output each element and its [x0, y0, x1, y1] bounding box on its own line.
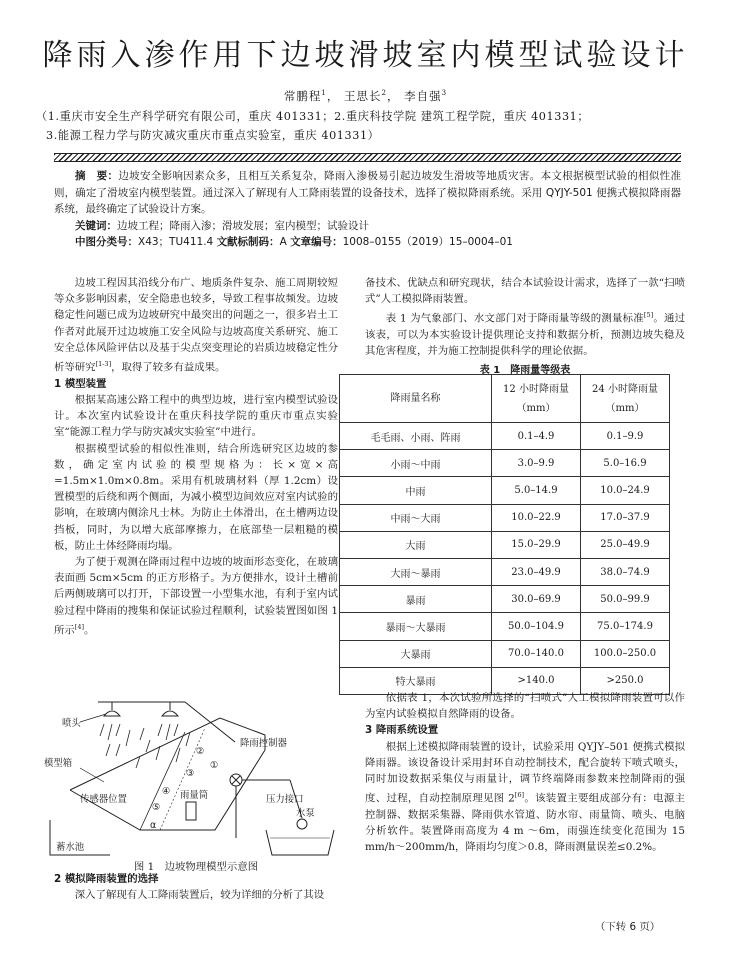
- section-1-paragraph-1: 根据某高速公路工程中的典型边坡，进行室内模型试验设计。本次室内试验设计在重庆科技学院的重庆市重点实验室“能源工程力学与防灾减灾实验室”中进行。: [54, 393, 338, 439]
- affiliation-line-2: 3.能源工程力学与防灾减灾重庆市重点实验室，重庆 401331）: [46, 129, 380, 142]
- after-table-paragraph: 依据表 1，本次试验所选择的“扫喷式”人工模拟降雨装置可以作为室内试验模拟自然降雨的设备。: [365, 692, 685, 721]
- table-cell: 10.0–24.9: [581, 477, 670, 504]
- author-sup: 2: [381, 89, 387, 98]
- table-cell: 70.0–140.0: [492, 640, 581, 667]
- citation: [4]: [74, 622, 84, 631]
- abstract-block: [54, 168, 681, 251]
- table-cell: 大雨～暴雨: [340, 558, 492, 585]
- section-3-text-end: 。该装置主要组成部分有：电源主控制器、数据采集器、降雨供水管道、防水帘、雨量筒、喷头、电脑分析软件。装置降雨高度为 4 m ～6m，雨强连续变化范围为 15 mm/h～200mm/h，降雨均匀度＞0.8，降雨测量误差≤0.2%。: [365, 792, 685, 854]
- label-nozzle: 喷头: [62, 718, 81, 729]
- hatched-divider: [54, 153, 681, 162]
- table-cell: >250.0: [581, 667, 670, 694]
- table-intro-paragraph: [365, 307, 685, 359]
- section-1-paragraph-3-text: 为了便于观测在降雨过程中边坡的坡面形态变化，在玻璃表面画 5cm×5cm 的正方形格子。为方便排水，设计土槽前后两侧玻璃可以打开，下部设置一小型集水池，有利于室内试验过程中降雨的搜集和保证试验过程顺利，试验装置图如图 1 所示: [54, 555, 338, 637]
- section-1-paragraph-3: [54, 554, 338, 638]
- water-tank-icon: [266, 830, 334, 855]
- citation: [1-3]: [95, 360, 112, 369]
- section-1-heading: 1 模型装置: [54, 377, 107, 390]
- keywords-label: 关键词：: [75, 219, 117, 232]
- article-no-text: 1008–0155（2019）15–0004–01: [342, 236, 513, 248]
- label-rain-gauge: 雨量筒: [180, 790, 209, 801]
- marker: ②: [196, 746, 205, 757]
- abstract: [54, 168, 681, 218]
- classification-line: [54, 234, 681, 251]
- table-header-row: [340, 375, 670, 423]
- table-cell: 25.0–49.9: [581, 531, 670, 558]
- slope-face: [140, 732, 185, 830]
- table-body: [340, 423, 670, 695]
- table-cell: >140.0: [492, 667, 581, 694]
- right-column-top: [365, 275, 685, 359]
- section-2-heading: 2 模拟降雨装置的选择: [54, 873, 159, 885]
- table-row: [340, 477, 670, 504]
- author-sup: 1: [321, 89, 327, 98]
- table-cell: 小雨～中雨: [340, 450, 492, 477]
- continued-note: （下转 6 页）: [595, 921, 661, 933]
- table-cell: 暴雨～大暴雨: [340, 613, 492, 640]
- intro-text-end: ，取得了较多有益成果。: [111, 361, 226, 374]
- marker: ④: [162, 786, 171, 797]
- table-cell: 3.0–9.9: [492, 450, 581, 477]
- table-cell: 特大暴雨: [340, 667, 492, 694]
- table-cell: 30.0–69.9: [492, 586, 581, 613]
- table-cell: 中雨～大雨: [340, 504, 492, 531]
- table-cell: 大雨: [340, 531, 492, 558]
- table-cell: 毛毛雨、小雨、阵雨: [340, 423, 492, 450]
- table-cell: 75.0–174.9: [581, 613, 670, 640]
- clc-label: 中图分类号：: [75, 236, 138, 248]
- table-cell: 0.1–9.9: [581, 423, 670, 450]
- author-name: 王思长: [344, 89, 382, 103]
- rain-arrows: [100, 724, 190, 768]
- affiliation-line-1: （1.重庆市安全生产科学研究有限公司，重庆 401331；2.重庆科技学院 建筑工程学院，重庆 401331；: [36, 110, 590, 123]
- label-controller: 降雨控制器: [240, 738, 287, 749]
- table-cell: 100.0–250.0: [581, 640, 670, 667]
- left-column: [54, 275, 338, 638]
- table-cell: 0.1–4.9: [492, 423, 581, 450]
- keywords-text: 边坡工程；降雨入渗；滑坡发展；室内模型；试验设计: [117, 219, 369, 232]
- column-header: 24 小时降雨量（mm）: [581, 375, 670, 423]
- author-name: 李自强: [404, 89, 442, 103]
- marker: ③: [186, 768, 195, 779]
- rain-gauge-icon: [186, 802, 196, 820]
- column-header: 12 小时降雨量（mm）: [492, 375, 581, 423]
- author-sep: ，: [326, 89, 340, 103]
- doc-code-label: 文献标制码：: [216, 236, 280, 248]
- figure-1-caption: 图 1 边坡物理模型示意图: [133, 861, 259, 873]
- table-cell: 23.0–49.9: [492, 558, 581, 585]
- table-cell: 17.0–37.9: [581, 504, 670, 531]
- label-pump: 水泵: [296, 808, 315, 819]
- left-column-bottom: [54, 871, 338, 903]
- label-model-box: 模型箱: [44, 758, 73, 769]
- table-row: [340, 640, 670, 667]
- citation: [5]: [643, 311, 654, 320]
- supply-pipe: [185, 702, 235, 742]
- keywords: [54, 218, 681, 235]
- label-pool: 蓄水池: [56, 842, 85, 853]
- article-no-label: 文章编号：: [290, 236, 343, 248]
- marker: ⑤: [152, 802, 161, 813]
- table-cell: 5.0–14.9: [492, 477, 581, 504]
- table-cell: 38.0–74.9: [581, 558, 670, 585]
- figure-1-slope-model: [40, 690, 340, 860]
- section-1-paragraph-2: 根据模型试验的相似性准则，结合所选研究区边坡的参数，确定室内试验的模型规格为：长×宽×高=1.5m×1.0m×0.8m。采用有机玻璃材料（厚 1.2cm）设置模型的后绕和两个侧面，为减小模型边间效应对室内试验的影响，在玻璃内侧涂凡士林。为防止土体滑出，在土槽两边设挡板，同时，为以增大底部摩擦力，在底部垫一层粗糙的模板，防止土体经降雨均塌。: [54, 442, 338, 552]
- marker: ①: [210, 760, 219, 771]
- table-cell: 大暴雨: [340, 640, 492, 667]
- rainfall-grade-table: [339, 374, 670, 695]
- table-cell: 50.0–104.9: [492, 613, 581, 640]
- table-row: [340, 423, 670, 450]
- table-cell: 15.0–29.9: [492, 531, 581, 558]
- label-sensor: 传感器位置: [80, 794, 127, 805]
- table-row: [340, 531, 670, 558]
- table-row: [340, 450, 670, 477]
- table-row: [340, 504, 670, 531]
- alpha-label: α: [150, 820, 157, 831]
- section-3-text: 根据上述模拟降雨装置的设计，试验采用 QYJY–501 便携式模拟降雨器。该设备设计采用封环自动控制技术，配合旋转下喷式喷头，同时加设数据采集仪与雨量计，调节终端降雨参数来控制降雨的强度、过程，自动控制原理见图 2: [365, 740, 685, 805]
- nozzle-icon: [104, 702, 120, 716]
- table-row: [340, 558, 670, 585]
- label-pressure-port: 压力接口: [266, 794, 304, 805]
- abstract-label: 摘 要：: [75, 170, 119, 182]
- clc-text: X43；TU411.4: [138, 236, 214, 248]
- citation: [6]: [514, 791, 524, 800]
- table-cell: 5.0–16.9: [581, 450, 670, 477]
- table-cell: 中雨: [340, 477, 492, 504]
- doc-code-text: A: [279, 236, 287, 248]
- author-name: 常鹏程: [283, 89, 322, 103]
- author-sep: ，: [386, 89, 400, 103]
- continued-paragraph: 备技术、优缺点和研究现状，结合本试验设计需求，选择了一款“扫喷式”人工模拟降雨装置。: [365, 277, 685, 306]
- author-sup: 3: [441, 89, 448, 98]
- table-1-caption: 表 1 降雨量等级表: [479, 365, 571, 376]
- abstract-text: 边坡安全影响因素众多，且相互关系复杂，降雨入渗极易引起边坡发生滑坡等地质灾害。本文根据模型试验的相似性准则，确定了滑坡室内模型装置。通过深入了解现有人工降雨装置的设备技术，选择了模拟降雨系统。采用 QYJY-501 便携式模拟降雨器系统，最终确定了试验设计方案。: [54, 170, 682, 215]
- table-intro-text: 表 1 为气象部门、水文部门对于降雨量等级的测量标准: [385, 312, 644, 325]
- table-row: [340, 613, 670, 640]
- paper-title: 降雨入渗作用下边坡滑坡室内模型试验设计: [42, 38, 689, 73]
- author-line: [0, 88, 731, 104]
- section-1-paragraph-3-end: 。: [84, 624, 95, 637]
- table-intro-end: 。通过该表，可以为本实验设计提供理论支持和数据分析，预测边坡失稳及其危害程度，并为施工控制提供科学的理论依据。: [365, 312, 686, 358]
- nozzle-icon: [162, 702, 178, 716]
- right-column-bottom: [365, 690, 685, 856]
- section-3-paragraph: [365, 739, 685, 856]
- table-cell: 暴雨: [340, 586, 492, 613]
- section-3-heading: 3 降雨系统设置: [365, 724, 439, 737]
- intro-text: 边坡工程因其沿线分布广、地质条件复杂、施工周期较短等众多影响因素，安全隐患也较多，导致工程事故频发。边坡稳定性问题已成为边坡研究中最突出的问题之一，很多岩土工作者对此展开过边坡施工安全风险与边坡高度关系研究、施工安全总体风险评估以及基于尖点突变理论的岩质边坡稳定性分析等研究: [54, 277, 338, 374]
- intro-paragraph: [54, 275, 338, 376]
- table-row: [340, 586, 670, 613]
- column-header: 降雨量名称: [340, 375, 492, 423]
- table-cell: 50.0–99.9: [581, 586, 670, 613]
- pump-icon: [297, 819, 307, 829]
- table-cell: 10.0–22.9: [492, 504, 581, 531]
- section-2-paragraph-1: 深入了解现有人工降雨装置后，较为详细的分析了其设: [74, 889, 325, 902]
